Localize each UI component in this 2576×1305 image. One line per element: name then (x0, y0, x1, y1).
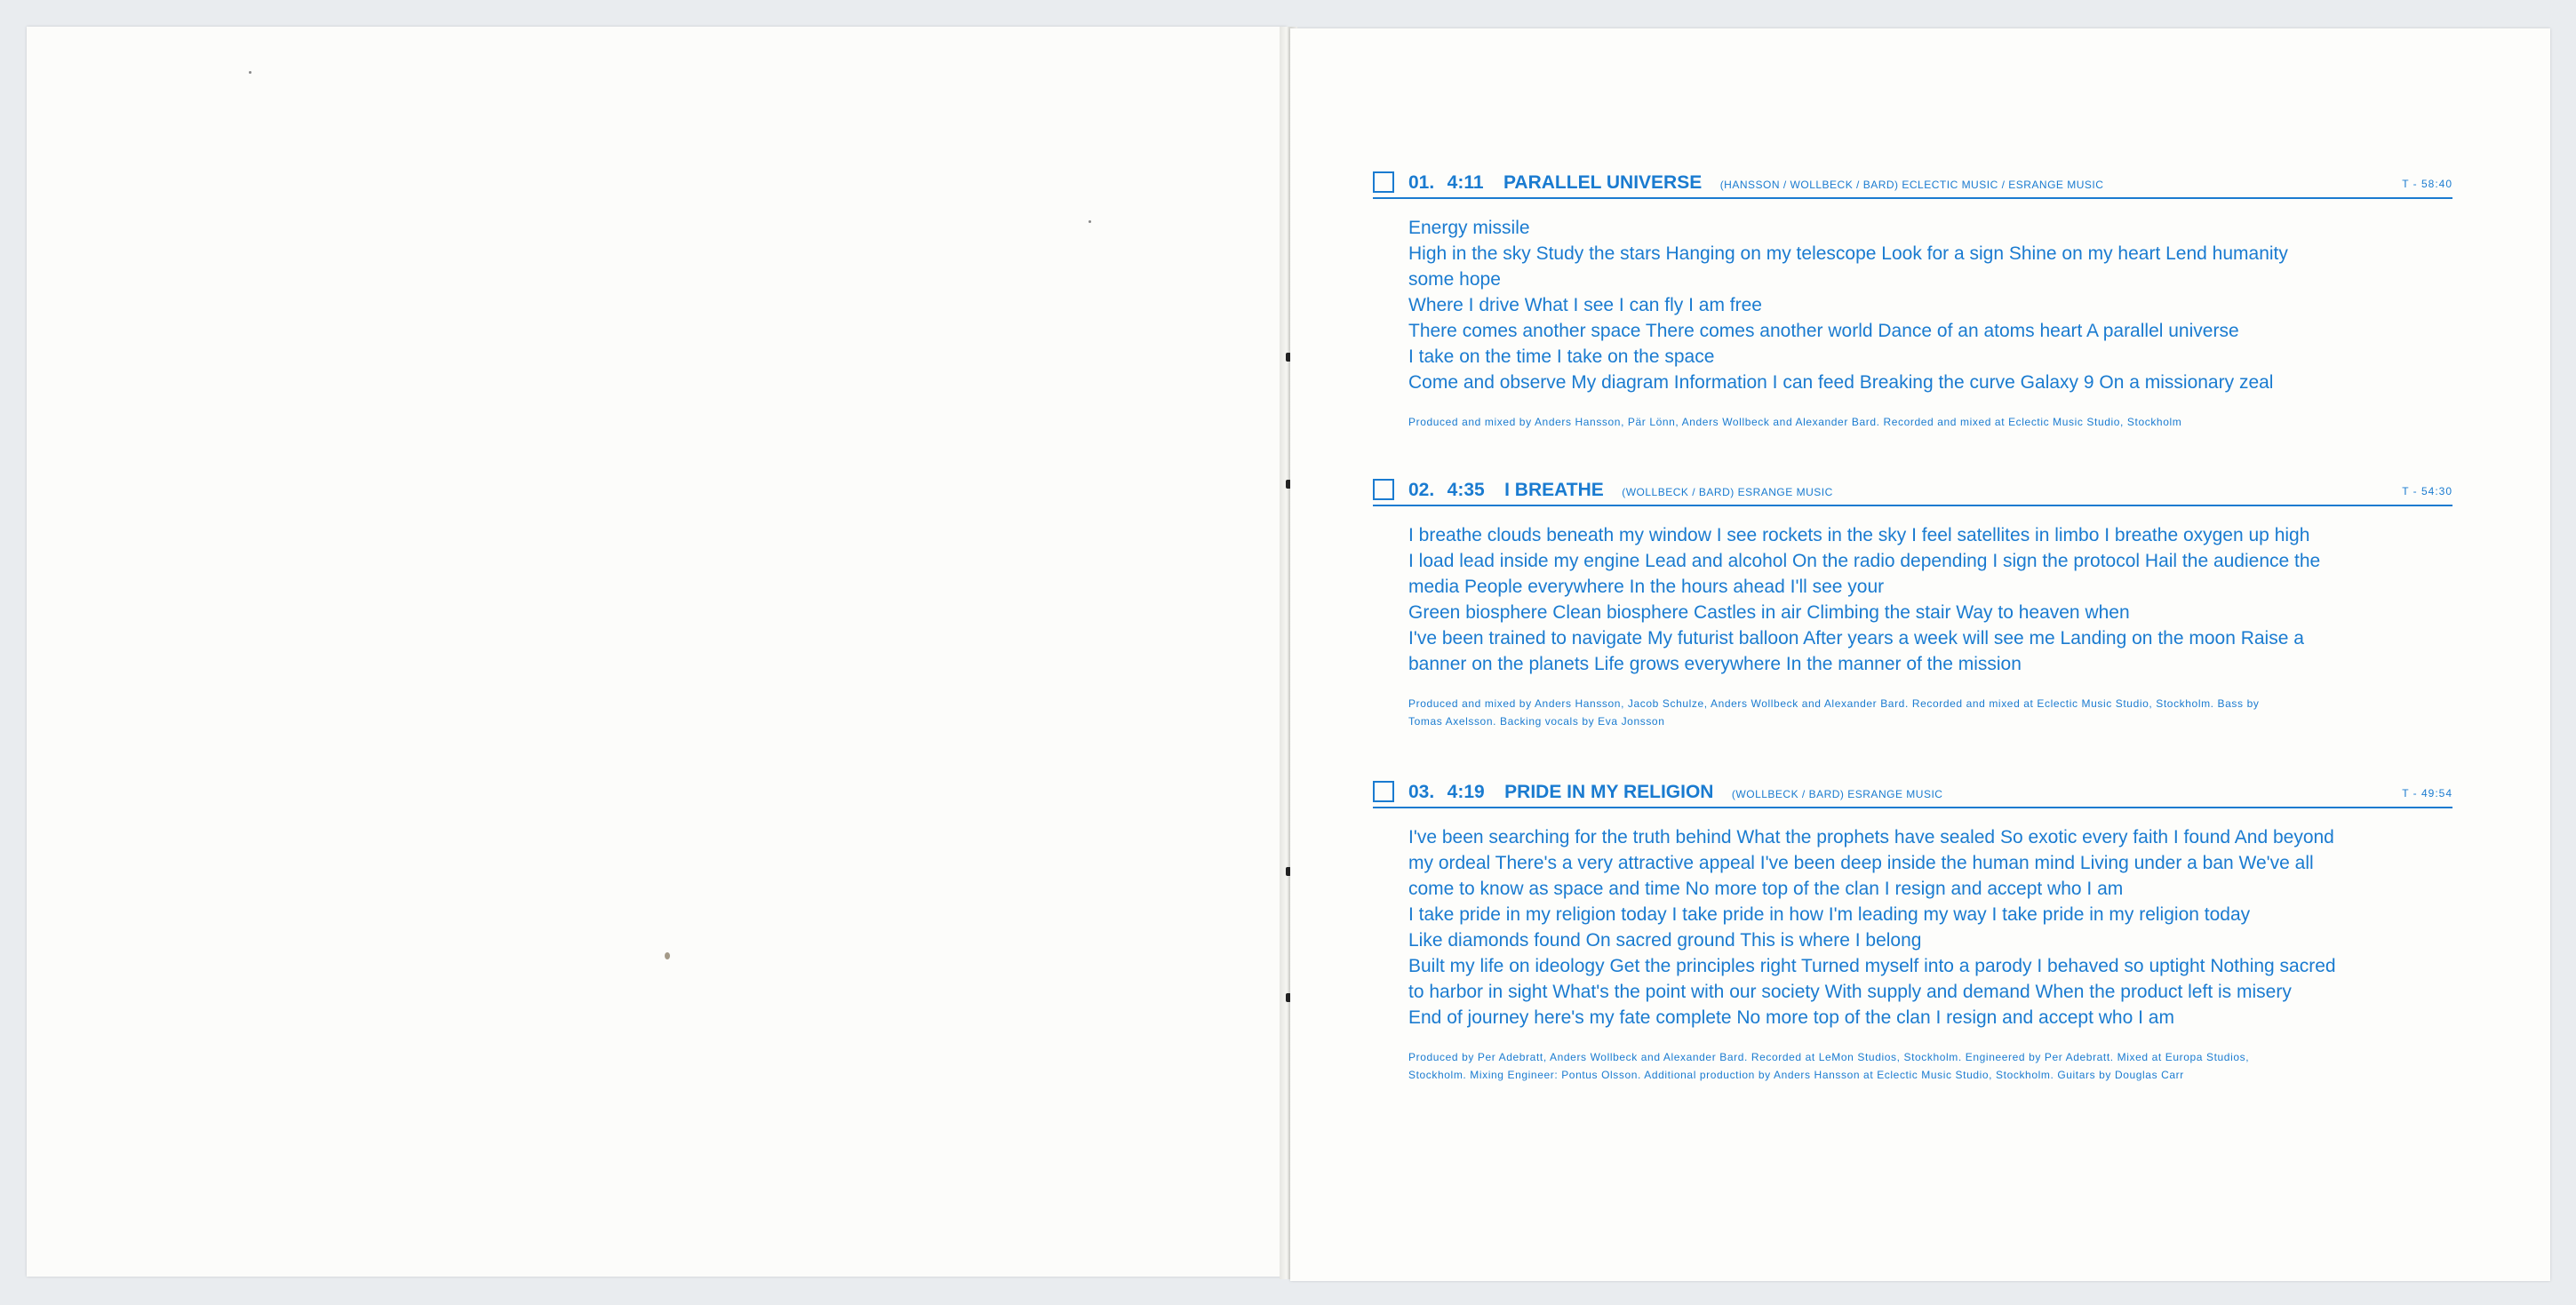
track-header (1373, 784, 2452, 808)
lyric-line: some hope (1408, 269, 1501, 290)
lyric-line: End of journey here's my fate complete No more top of the clan I resign and accept who I am (1408, 1007, 2174, 1028)
track-duration: 4:11 (1447, 172, 1484, 193)
lyric-line: Where I drive What I see I can fly I am free (1408, 295, 1762, 315)
track-credits: (HANSSON / WOLLBECK / BARD) ECLECTIC MUSIC / ESRANGE MUSIC (1719, 179, 2104, 191)
track-heading (1408, 480, 1833, 501)
lyric-line: I've been searching for the truth behind What the prophets have sealed So exotic every faith I found And beyond (1408, 827, 2334, 847)
production-line: Stockholm. Mixing Engineer: Pontus Olsson. Additional production by Anders Hansson at Eclectic Music Studio, Stockholm. Guitars by Douglas Carr (1408, 1069, 2184, 1081)
lyric-line: Built my life on ideology Get the principles right Turned myself into a parody I behaved so uptight Nothing sacred (1408, 956, 2336, 976)
time-code: T - 49:54 (2402, 787, 2452, 800)
lyric-line: Like diamonds found On sacred ground This is where I belong (1408, 930, 1922, 951)
production-line: Produced by Per Adebratt, Anders Wollbeck and Alexander Bard. Recorded at LeMon Studios, Stockholm. Engineered by Per Adebratt. Mixed at Europa Studios, (1408, 1051, 2250, 1063)
track-title: PRIDE IN MY RELIGION (1504, 782, 1714, 802)
lyric-line: Energy missile (1408, 218, 1530, 238)
checkbox-square-icon (1373, 479, 1394, 500)
lyric-line: Come and observe My diagram Information I can feed Breaking the curve Galaxy 9 On a missionary zeal (1408, 372, 2274, 393)
track-credits: (WOLLBECK / BARD) ESRANGE MUSIC (1622, 486, 1833, 498)
lyric-line: I load lead inside my engine Lead and alcohol On the radio depending I sign the protocol Hail the audience the (1408, 551, 2321, 571)
track-number: 01. (1408, 172, 1435, 193)
track-header (1373, 481, 2452, 506)
lyric-line: banner on the planets Life grows everywhere In the manner of the mission (1408, 654, 2022, 674)
track-number: 03. (1408, 782, 1435, 802)
track-heading (1408, 172, 2103, 194)
track-section (1373, 174, 2452, 431)
track-duration: 4:19 (1447, 782, 1485, 802)
track-credits: (WOLLBECK / BARD) ESRANGE MUSIC (1731, 788, 1943, 800)
track-lyrics (1408, 824, 2452, 1030)
lyric-line: come to know as space and time No more top of the clan I resign and accept who I am (1408, 879, 2124, 899)
paper-speck (1089, 220, 1091, 223)
left-blank-page (27, 27, 1287, 1277)
paper-speck (249, 71, 251, 74)
checkbox-square-icon (1373, 171, 1394, 193)
track-section (1373, 481, 2452, 730)
time-code: T - 58:40 (2402, 178, 2452, 190)
lyric-line: media People everywhere In the hours ahead I'll see your (1408, 577, 1885, 597)
track-title: PARALLEL UNIVERSE (1503, 172, 1703, 193)
lyric-line: I take pride in my religion today I take pride in how I'm leading my way I take pride in my religion today (1408, 904, 2251, 925)
track-lyrics (1408, 215, 2452, 395)
lyric-line: to harbor in sight What's the point with our society With supply and demand When the product left is misery (1408, 982, 2292, 1002)
production-notes (1408, 1048, 2457, 1084)
lyric-line: High in the sky Study the stars Hanging on my telescope Look for a sign Shine on my heart Lend humanity (1408, 243, 2288, 264)
production-notes (1408, 413, 2457, 431)
production-line: Produced and mixed by Anders Hansson, Jacob Schulze, Anders Wollbeck and Alexander Bard. Recorded and mixed at Eclectic Music Studio, Stockholm. Bass by (1408, 697, 2260, 710)
paper-mark (665, 952, 670, 959)
lyric-line: my ordeal There's a very attractive appeal I've been deep inside the human mind Living under a ban We've all (1408, 853, 2314, 873)
track-title: I BREATHE (1504, 480, 1604, 500)
track-lyrics (1408, 522, 2452, 677)
track-duration: 4:35 (1447, 480, 1485, 500)
track-number: 02. (1408, 480, 1435, 500)
time-code: T - 54:30 (2402, 485, 2452, 497)
lyric-line: There comes another space There comes another world Dance of an atoms heart A parallel universe (1408, 321, 2239, 341)
production-notes (1408, 695, 2457, 730)
track-section (1373, 784, 2452, 1084)
lyric-line: Green biosphere Clean biosphere Castles in air Climbing the stair Way to heaven when (1408, 602, 2130, 623)
track-header (1373, 174, 2452, 199)
lyric-line: I breathe clouds beneath my window I see rockets in the sky I feel satellites in limbo I breathe oxygen up high (1408, 525, 2310, 545)
track-heading (1408, 782, 1942, 803)
production-line: Tomas Axelsson. Backing vocals by Eva Jonsson (1408, 715, 1665, 728)
checkbox-square-icon (1373, 781, 1394, 802)
lyric-line: I've been trained to navigate My futurist balloon After years a week will see me Landing on the moon Raise a (1408, 628, 2304, 649)
production-line: Produced and mixed by Anders Hansson, Pär Lönn, Anders Wollbeck and Alexander Bard. Recorded and mixed at Eclectic Music Studio, Stockholm (1408, 416, 2182, 428)
lyric-line: I take on the time I take on the space (1408, 346, 1715, 367)
